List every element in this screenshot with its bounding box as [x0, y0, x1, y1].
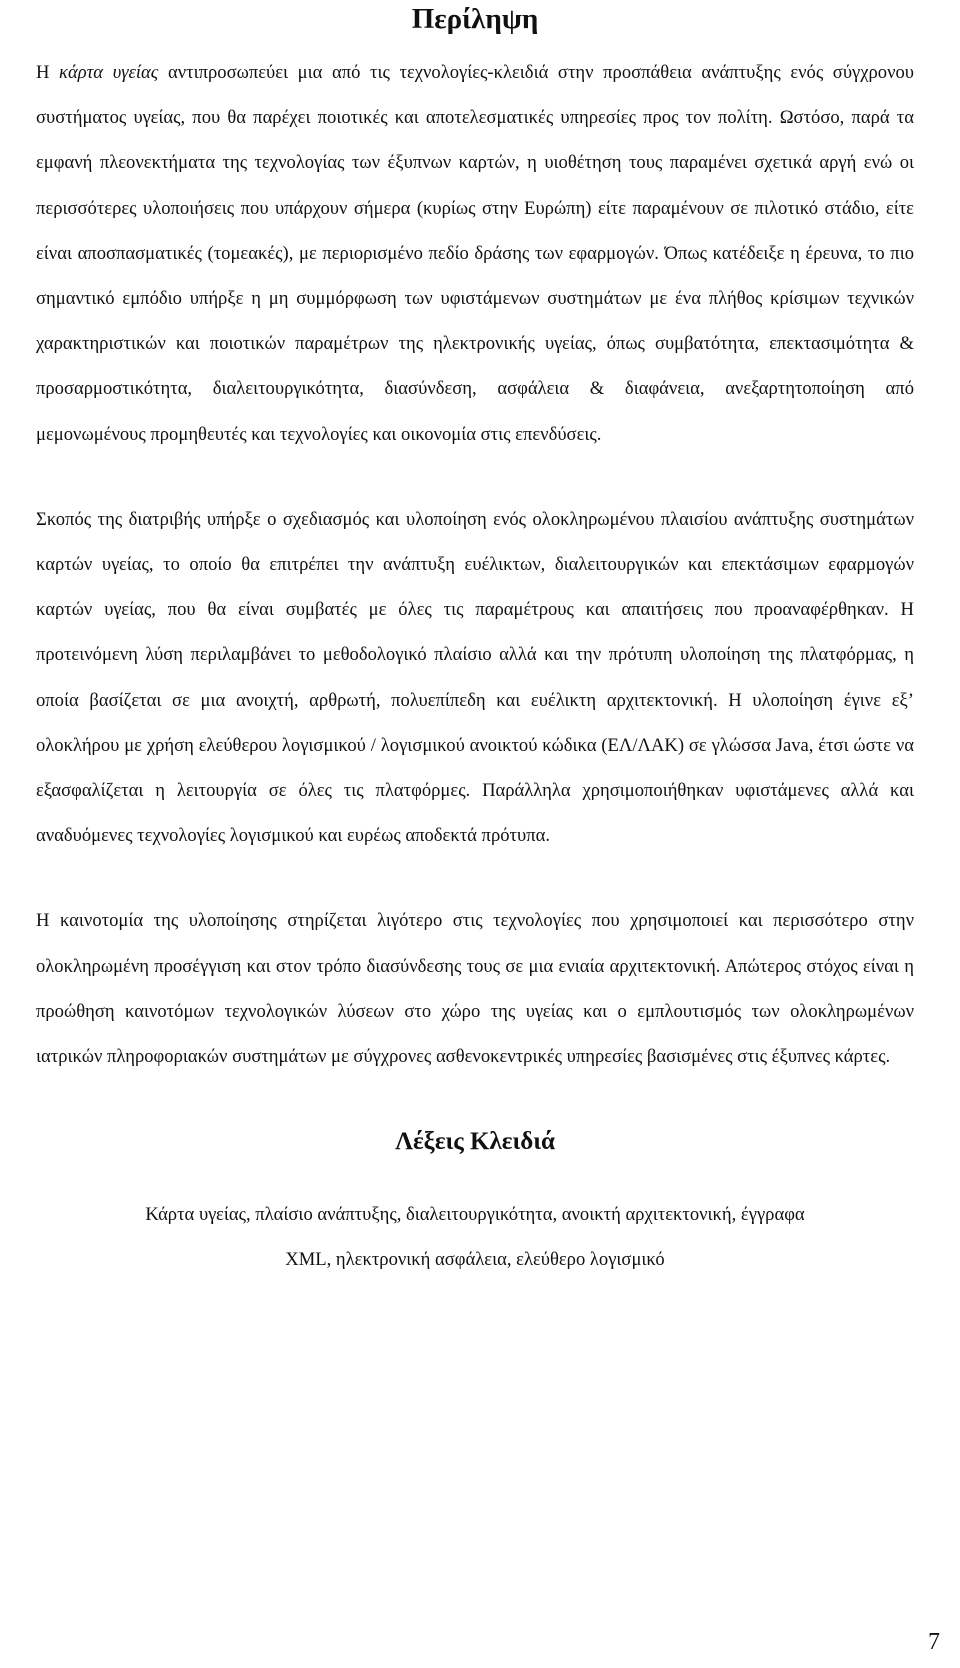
keywords-title: Λέξεις Κλειδιά [395, 1128, 555, 1156]
health-card-term: κάρτα υγείας [59, 62, 159, 83]
paragraph-1-lead: Η [36, 62, 60, 83]
keywords-line-1: Κάρτα υγείας, πλαίσιο ανάπτυξης, διαλειτουργικότητα, ανοικτή αρχιτεκτονική, έγγραφα [145, 1204, 805, 1226]
keywords-list [36, 1192, 914, 1282]
abstract-paragraph-1 [36, 50, 914, 457]
abstract-paragraph-3: Η καινοτομία της υλοποίησης στηρίζεται λιγότερο στις τεχνολογίες που χρησιμοποιεί και περισσότερο στην ολοκληρωμένη προσέγγιση και στον τρόπο διασύνδεσης τους σε μια ενιαία αρχιτεκτονική. Απώτερος στόχος είναι η προώθηση καινοτόμων τεχνολογικών λύσεων στο χώρο της υγείας και ο εμπλουτισμός των ολοκληρωμένων ιατρικών πληροφοριακών συστημάτων με σύγχρονες ασθενοκεντρικές υπηρεσίες βασισμένες στις έξυπνες κάρτες. [36, 910, 914, 1068]
paragraph-1-body: αντιπροσωπεύει μια από τις τεχνολογίες-κλειδιά στην προσπάθεια ανάπτυξης ενός σύγχρονου συστήματος υγείας, που θα παρέχει ποιοτικές και αποτελεσματικές υπηρεσίες προς τον πολίτη. Ωστόσο, παρά τα εμφανή πλεονεκτήματα της τεχνολογίας των έξυπνων καρτών, η υιοθέτηση τους παραμένει σχετικά αργή ενώ οι περισσότερες υλοποιήσεις που υπάρχουν σήμερα (κυρίως στην Ευρώπη) είτε παραμένουν σε πιλοτικό στάδιο, είτε είναι αποσπασματικές (τομεακές), με περιορισμένο πεδίο δράσης των εφαρμογών. Όπως κατέδειξε η έρευνα, το πιο σημαντικό εμπόδιο υπήρξε η μη συμμόρφωση των υφιστάμενων συστημάτων με ένα πλήθος κρίσιμων τεχνικών χαρακτηριστικών και ποιοτικών παραμέτρων της ηλεκτρονικής υγείας, όπως συμβατότητα, επεκτασιμότητα & προσαρμοστικότητα, διαλειτουργικότητα, διασύνδεση, ασφάλεια & διαφάνεια, ανεξαρτητοποίηση από μεμονωμένους προμηθευτές και τεχνολογίες και οικονομία στις επενδύσεις. [36, 62, 914, 445]
abstract-title: Περίληψη [411, 3, 539, 35]
page-number: 7 [928, 1629, 940, 1655]
abstract-paragraph-2: Σκοπός της διατριβής υπήρξε ο σχεδιασμός και υλοποίηση ενός ολοκληρωμένου πλαισίου ανάπτυξης συστημάτων καρτών υγείας, το οποίο θα επιτρέπει την ανάπτυξη ευέλικτων, διαλειτουργικών και επεκτάσιμων εφαρμογών καρτών υγείας, που θα είναι συμβατές με όλες τις παραμέτρους και απαιτήσεις που προαναφέρθηκαν. Η προτεινόμενη λύση περιλαμβάνει το μεθοδολογικό πλαίσιο αλλά και την πρότυπη υλοποίηση της πλατφόρμας, η οποία βασίζεται σε μια ανοιχτή, αρθρωτή, πολυεπίπεδη και ευέλικτη αρχιτεκτονική. Η υλοποίηση έγινε εξ’ ολοκλήρου με χρήση ελεύθερου λογισμικού / λογισμικού ανοικτού κώδικα (ΕΛ/ΛΑΚ) σε γλώσσα Java, έτσι ώστε να εξασφαλίζεται η λειτουργία σε όλες τις πλατφόρμες. Παράλληλα χρησιμοποιήθηκαν υφιστάμενες αλλά και αναδυόμενες τεχνολογίες λογισμικού και ευρέως αποδεκτά πρότυπα. [36, 508, 914, 847]
document-page [36, 0, 914, 1282]
keywords-line-2: XML, ηλεκτρονική ασφάλεια, ελεύθερο λογισμικό [285, 1249, 665, 1271]
